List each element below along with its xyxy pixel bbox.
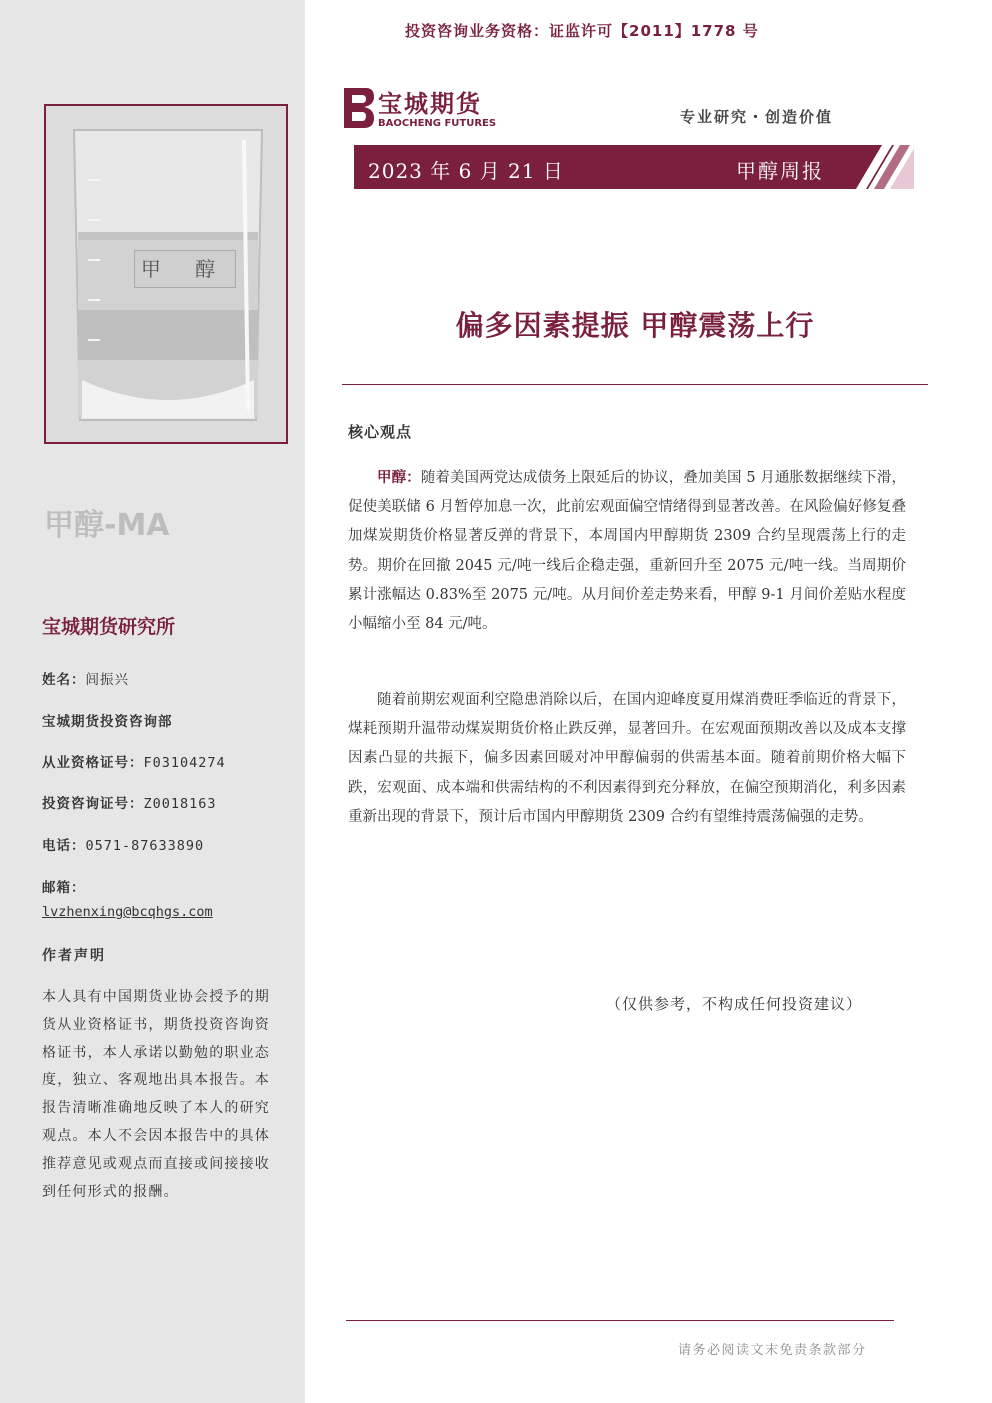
declaration-title: 作者声明 bbox=[42, 948, 106, 964]
footer-note: 请务必阅读文末免责条款部分 bbox=[678, 1343, 867, 1358]
title-divider bbox=[342, 384, 928, 385]
product-photo bbox=[44, 104, 288, 444]
logo-mark-icon bbox=[340, 86, 376, 130]
investment-disclaimer: （仅供参考，不构成任何投资建议） bbox=[606, 995, 863, 1013]
advisory-number: Z0018163 bbox=[143, 796, 217, 812]
cert-label: 从业资格证号： bbox=[42, 755, 144, 771]
paragraph-1-body: 随着美国两党达成债务上限延后的协议，叠加美国 5 月通胀数据继续下滑，促使美联储 6 月暂停加息一次，此前宏观面偏空情绪得到显著改善。在风险偏好修复叠加煤炭期货价格显著反弹的背景下，本周国内甲醇期货 2309 合约呈现震荡上行的走势。期价在回撤 2045 元/吨一线后企稳走强，重新回升至 2075 元/吨一线。当周期价累计涨幅达 0.83%至 2075 元/吨。从月间价差走势来看，甲醇 9-1 月间价差贴水程度小幅缩小至 84 元/吨。 bbox=[348, 470, 906, 633]
cert-number: F03104274 bbox=[143, 755, 226, 771]
author-name: 闾振兴 bbox=[85, 672, 129, 688]
logo-chinese-name: 宝城期货 bbox=[378, 89, 482, 118]
core-view-heading: 核心观点 bbox=[348, 423, 413, 441]
report-type: 甲醇周报 bbox=[736, 159, 824, 183]
institute-name: 宝城期货研究所 bbox=[42, 616, 176, 638]
license-text: 投资咨询业务资格：证监许可【2011】1778 号 bbox=[405, 22, 759, 40]
advisory-row bbox=[42, 792, 217, 812]
report-date: 2023 年 6 月 21 日 bbox=[368, 159, 564, 183]
company-logo bbox=[340, 86, 510, 136]
email-link[interactable]: lvzhenxing@bcqhgs.com bbox=[42, 904, 213, 920]
cert-row bbox=[42, 751, 226, 771]
author-name-row bbox=[42, 668, 129, 688]
paragraph-2: 随着前期宏观面利空隐患消除以后，在国内迎峰度夏用煤消费旺季临近的背景下，煤耗预期升温带动煤炭期货价格止跌反弹，显著回升。在宏观面预期改善以及成本支撑因素凸显的共振下，偏多因素回暖对冲甲醇偏弱的供需基本面。随着前期价格大幅下跌，宏观面、成本端和供需结构的不利因素得到充分释放，在偏空预期消化，利多因素重新出现的背景下，预计后市国内甲醇期货 2309 合约有望维持震荡偏强的走势。 bbox=[348, 692, 906, 825]
product-code: 甲醇-MA bbox=[44, 508, 170, 543]
beaker-label: 甲 醇 bbox=[134, 250, 236, 288]
company-slogan: 专业研究・创造价值 bbox=[680, 108, 834, 126]
author-name-label: 姓名： bbox=[42, 672, 86, 688]
paragraph-1 bbox=[348, 463, 906, 639]
report-title: 偏多因素提振 甲醇震荡上行 bbox=[455, 309, 815, 342]
advisory-label: 投资咨询证号： bbox=[42, 796, 144, 812]
paragraph-1-lead: 甲醇： bbox=[377, 469, 421, 486]
phone-row bbox=[42, 834, 204, 854]
declaration-text: 本人具有中国期货业协会授予的期货从业资格证书，期货投资咨询资格证书，本人承诺以勤勉的职业态度，独立、客观地出具本报告。本报告清晰准确地反映了本人的研究观点。本人不会因本报告中的具体推荐意见或观点而直接或间接接收到任何形式的报酬。 bbox=[42, 989, 270, 1200]
author-sidebar bbox=[0, 0, 305, 1403]
phone-label: 电话： bbox=[42, 838, 86, 854]
footer-divider bbox=[346, 1320, 894, 1321]
logo-english-name: BAOCHENG FUTURES bbox=[378, 118, 497, 129]
phone-number: 0571-87633890 bbox=[85, 838, 205, 854]
email-label: 邮箱： bbox=[42, 880, 86, 896]
department: 宝城期货投资咨询部 bbox=[42, 714, 173, 730]
